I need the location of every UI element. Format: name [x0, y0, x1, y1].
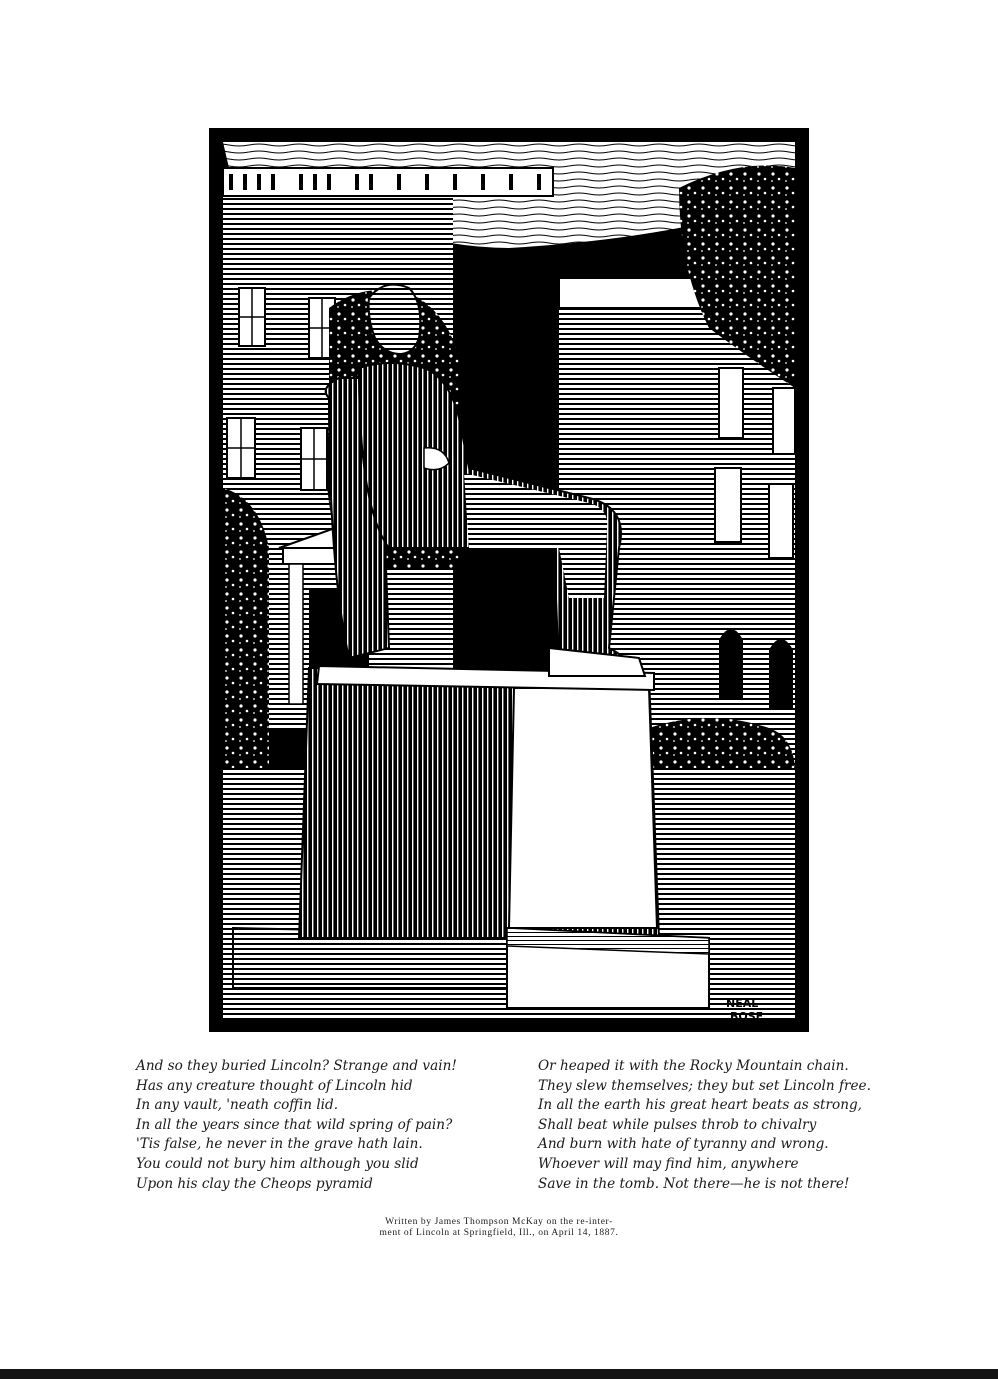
poem-line: 'Tis false, he never in the grave hath lain.	[136, 1136, 423, 1153]
poem-line: Upon his clay the Cheops pyramid	[136, 1175, 373, 1192]
poem-line: Whoever will may find him, anywhere	[538, 1155, 799, 1172]
poem-line: In any vault, 'neath coffin lid.	[136, 1097, 339, 1114]
credit-line: ment of Lincoln at Springfield, Ill., on April 14, 1887.	[379, 1227, 619, 1238]
poem-line: They slew themselves; they but set Lincoln free.	[538, 1077, 871, 1094]
poem-line: And so they buried Lincoln? Strange and vain!	[136, 1058, 457, 1074]
svg-text:NEAL: NEAL	[726, 997, 759, 1010]
poem-credit	[0, 1217, 998, 1238]
poem-left-column	[136, 1057, 457, 1194]
lincoln-statue-illustration	[209, 128, 809, 1032]
poem-line: You could not bury him although you slid	[136, 1155, 419, 1172]
poem-line: Or heaped it with the Rocky Mountain chain.	[538, 1058, 849, 1074]
poem-line: Save in the tomb. Not there—he is not there!	[538, 1175, 850, 1192]
poem-right-column	[538, 1057, 871, 1194]
artist-signature	[726, 997, 763, 1023]
page-bottom-edge	[0, 1369, 998, 1379]
svg-text:BOSE: BOSE	[730, 1010, 764, 1023]
poem-line: In all the earth his great heart beats as strong,	[538, 1097, 862, 1114]
poem-line: And burn with hate of tyranny and wrong.	[538, 1136, 829, 1153]
poem-line: In all the years since that wild spring of pain?	[136, 1116, 453, 1133]
poem-line: Shall beat while pulses throb to chivalry	[538, 1116, 817, 1133]
poem-line: Has any creature thought of Lincoln hid	[136, 1077, 413, 1094]
credit-line: Written by James Thompson McKay on the re-inter-	[385, 1217, 613, 1227]
